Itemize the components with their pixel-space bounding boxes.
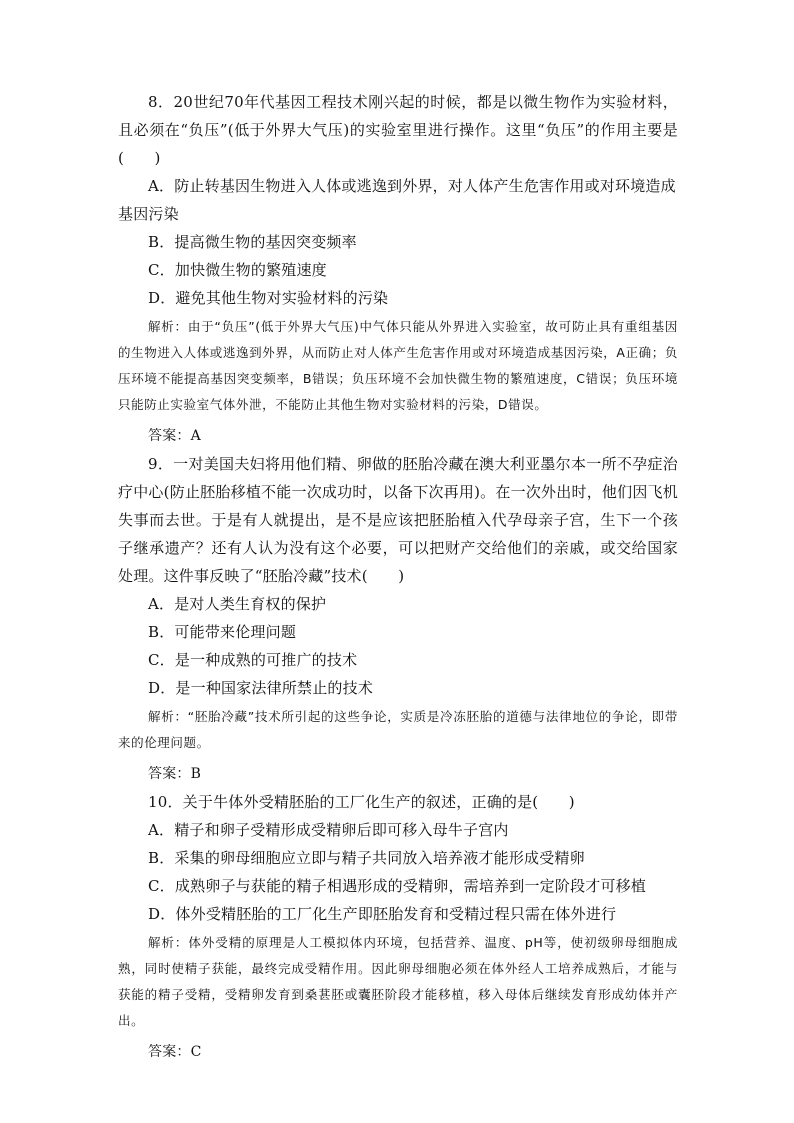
answer-text: 答案：C xyxy=(148,1044,202,1060)
option-b: B．采集的卵母细胞应立即与精子共同放入培养液才能形成受精卵 xyxy=(148,849,585,867)
option-d: D．是一种国家法律所禁止的技术 xyxy=(148,679,374,697)
analysis-text: 解析：由于“负压”(低于外界大气压)中气体只能从外界进入实验室，故可防止具有重组基因的生物进入人体或逃逸到外界，从而防止对人体产生危害作用或对环境造成基因污染，A正确；负压环境不能提高基因突变频率，B错误；负压环境不会加快微生物的繁殖速度，C错误；负压环境只能防止实验室气体外泄，不能防止其他生物对实验材料的污染，D错误。 xyxy=(118,319,678,412)
option-c: C．加快微生物的繁殖速度 xyxy=(148,261,327,279)
question-stem: 8．20世纪70年代基因工程技术刚兴起的时候，都是以微生物作为实验材料，且必须在“负压”(低于外界大气压)的实验室里进行操作。这里“负压”的作用主要是( ) xyxy=(118,93,678,167)
option-a: A．防止转基因生物进入人体或逃逸到外界，对人体产生危害作用或对环境造成基因污染 xyxy=(118,177,676,223)
option-d: D．体外受精胚胎的工厂化生产即胚胎发育和受精过程只需在体外进行 xyxy=(148,905,617,923)
analysis-text: 解析：体外受精的原理是人工模拟体内环境，包括营养、温度、pH等，使初级卵母细胞成熟，同时使精子获能，最终完成受精作用。因此卵母细胞必须在体外经人工培养成熟后，才能与获能的精子受精，受精卵发育到桑葚胚或囊胚阶段才能移植，移入母体后继续发育形成幼体并产出。 xyxy=(118,935,678,1028)
option-d: D．避免其他生物对实验材料的污染 xyxy=(148,289,389,307)
question-8 xyxy=(118,88,678,450)
question-stem: 9．一对美国夫妇将用他们精、卵做的胚胎冷藏在澳大利亚墨尔本一所不孕症治疗中心(防止胚胎移植不能一次成功时，以备下次再用)。在一次外出时，他们因飞机失事而去世。于是有人就提出，是不是应该把胚胎植入代孕母亲子宫，生下一个孩子继承遗产？还有人认为没有这个必要，可以把财产交给他们的亲戚，或交给国家处理。这件事反映了“胚胎冷藏”技术( ) xyxy=(118,455,678,585)
option-c: C．成熟卵子与获能的精子相遇形成的受精卵，需培养到一定阶段才可移植 xyxy=(148,877,647,895)
option-c: C．是一种成熟的可推广的技术 xyxy=(148,651,358,669)
document-page xyxy=(118,88,678,1066)
option-b: B．提高微生物的基因突变频率 xyxy=(148,233,357,251)
answer-text: 答案：B xyxy=(148,766,202,782)
option-a: A．是对人类生育权的保护 xyxy=(148,595,327,613)
question-stem: 10．关于牛体外受精胚胎的工厂化生产的叙述，正确的是( ) xyxy=(148,793,575,811)
question-9 xyxy=(118,450,678,788)
question-10 xyxy=(118,788,678,1066)
analysis-text: 解析：“胚胎冷藏”技术所引起的这些争论，实质是冷冻胚胎的道德与法律地位的争论，即带来的伦理问题。 xyxy=(118,709,678,750)
option-b: B．可能带来伦理问题 xyxy=(148,623,297,641)
answer-text: 答案：A xyxy=(148,428,201,444)
option-a: A．精子和卵子受精形成受精卵后即可移入母牛子宫内 xyxy=(148,821,509,839)
